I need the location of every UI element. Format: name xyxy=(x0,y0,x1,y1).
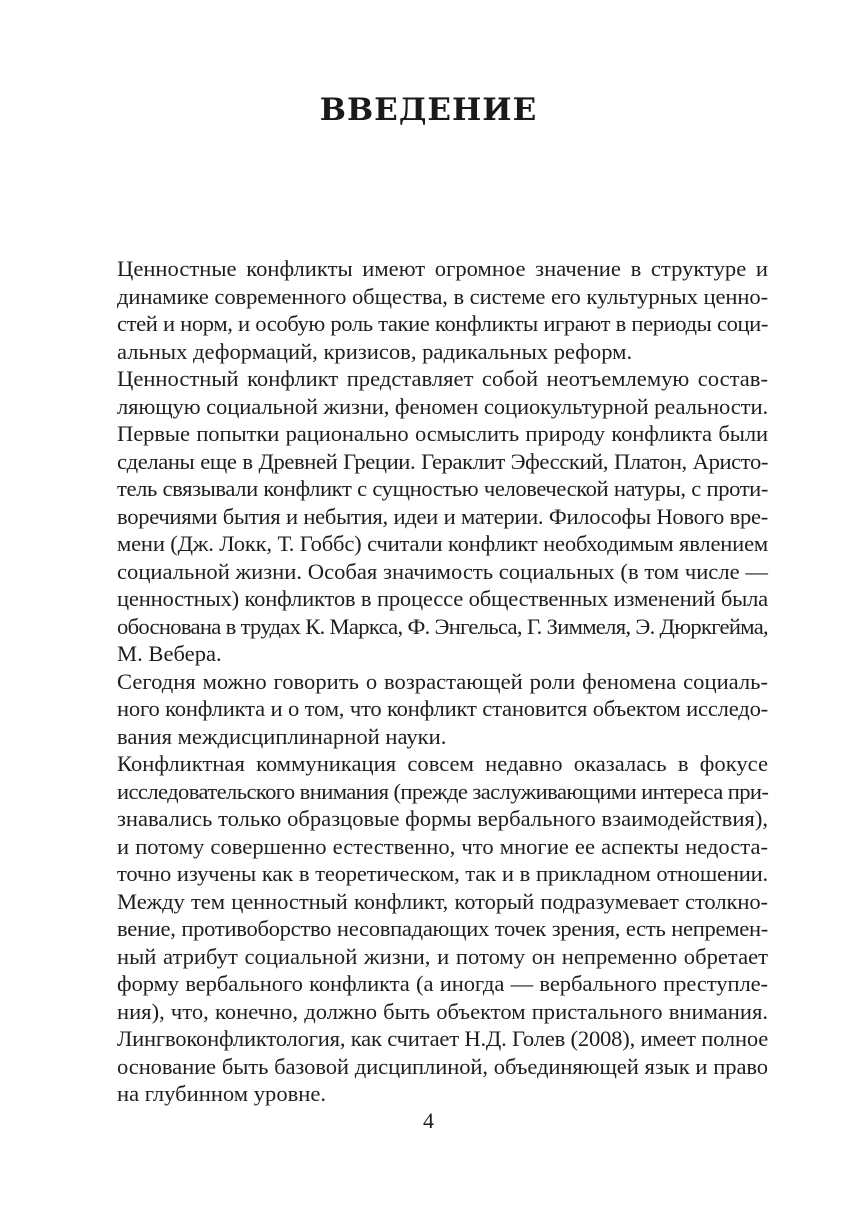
text-line: форму вербального конфликта (а иногда — вербального преступле- xyxy=(117,971,768,996)
paragraph-3 xyxy=(88,668,768,751)
text-line: Лингвоконфликтология, как считает Н.Д. Голев (2008), имеет полное xyxy=(117,1026,769,1051)
text-line: воречиями бытия и небытия, идеи и материи. Философы Нового вре- xyxy=(117,503,768,529)
text-line: основание быть базовой дисциплиной, объединяющей язык и право xyxy=(117,1053,768,1079)
text-line: мени (Дж. Локк, Т. Гоббс) считали конфликт необходимым явлением xyxy=(117,531,768,556)
text-line: и потому совершенно естественно, что многие ее аспекты недоста- xyxy=(117,833,768,859)
paragraph-2 xyxy=(88,365,768,668)
text-line: ного конфликта и о том, что конфликт становится объектом исследо- xyxy=(117,696,768,721)
paragraph-1 xyxy=(88,255,768,365)
text-line: точно изучены как в теоретическом, так и в прикладном отношении. xyxy=(117,861,768,886)
text-line: Сегодня можно говорить о возрастающей роли феномена социаль- xyxy=(117,668,768,694)
text-line: сделаны еще в Древней Греции. Гераклит Эфесский, Платон, Аристо- xyxy=(117,448,768,474)
chapter-title: ВВЕДЕНИЕ xyxy=(319,92,538,128)
text-line: Ценностный конфликт представляет собой неотъемлемую состав- xyxy=(117,366,768,391)
text-line: социальной жизни. Особая значимость социальных (в том числе — xyxy=(117,558,768,584)
text-line: знавались только образцовые формы вербального взаимодействия), xyxy=(117,806,768,831)
text-line: ценностных) конфликтов в процессе общественных изменений была xyxy=(117,586,768,611)
text-line: ляющую социальной жизни, феномен социокультурной реальности. xyxy=(117,393,768,419)
page-number: 4 xyxy=(423,1108,434,1133)
text-line: вение, противоборство несовпадающих точек зрения, есть непремен- xyxy=(117,916,768,941)
text-line: обоснована в трудах К. Маркса, Ф. Энгельса, Г. Зиммеля, Э. Дюркгейма, xyxy=(117,613,768,639)
text-line: на глубинном уровне. xyxy=(117,1081,327,1106)
text-line: Между тем ценностный конфликт, который подразумевает столкно- xyxy=(117,888,768,914)
text-line: ный атрибут социальной жизни, и потому он непременно обретает xyxy=(117,943,768,969)
text-line: М. Вебера. xyxy=(117,641,222,666)
text-line: исследовательского внимания (прежде заслуживающими интереса при- xyxy=(117,778,769,804)
text-line: динамике современного общества, в системе его культурных ценно- xyxy=(117,283,768,309)
text-line: Конфликтная коммуникация совсем недавно оказалась в фокусе xyxy=(117,751,768,776)
text-line: стей и норм, и особую роль такие конфликты играют в периоды соци- xyxy=(117,311,768,336)
text-line: Первые попытки рационально осмыслить природу конфликта были xyxy=(117,421,768,446)
text-line: ния), что, конечно, должно быть объектом пристального внимания. xyxy=(117,998,768,1024)
text-line: тель связывали конфликт с сущностью человеческой натуры, с проти- xyxy=(117,476,768,501)
text-line: альных деформаций, кризисов, радикальных реформ. xyxy=(117,338,633,364)
text-line: вания междисциплинарной науки. xyxy=(117,723,447,749)
paragraph-4 xyxy=(88,750,768,1108)
text-line: Ценностные конфликты имеют огромное значение в структуре и xyxy=(117,256,768,281)
body-text xyxy=(88,255,768,1108)
